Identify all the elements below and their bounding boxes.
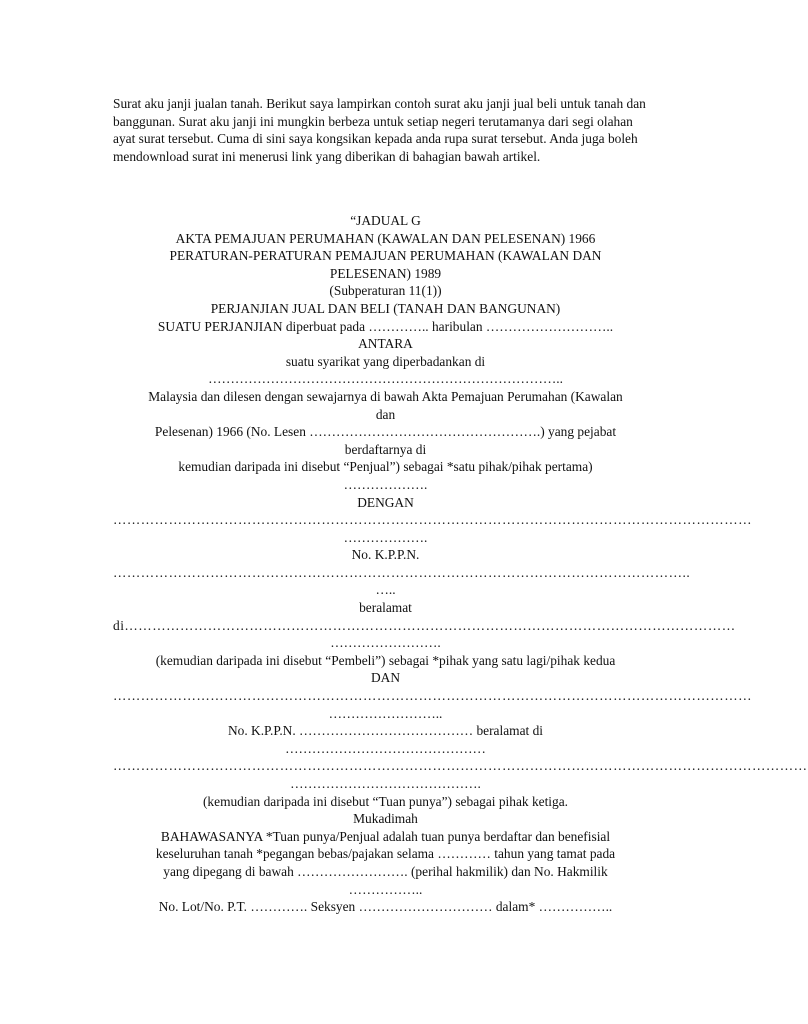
seller-blank: ………………. xyxy=(343,476,428,492)
preamble-heading: Mukadimah xyxy=(353,811,418,827)
owner-address-blank: …………………………………………………………………………………………………………………………………… xyxy=(113,758,808,774)
owner-address-blank-tail: ……………………………………. xyxy=(290,776,481,791)
owner-line: (kemudian daripada ini disebut “Tuan punya”) sebagai pihak ketiga. xyxy=(202,793,569,809)
buyer-name-blank-tail: ………………. xyxy=(343,529,428,545)
agreement-date-line: SUATU PERJANJIAN diperbuat pada ………….. haribulan ……………………….. xyxy=(157,318,614,334)
kppn-label: No. K.P.P.N. xyxy=(351,547,420,563)
and-label: DAN xyxy=(370,670,400,686)
whereas-line-4: …………….. xyxy=(348,881,423,897)
buyer-line: (kemudian daripada ini disebut “Pembeli”) sebagai *pihak yang satu lagi/pihak kedua xyxy=(155,652,616,668)
address-blank: di…………………………………………………………………………………………………………………… xyxy=(113,617,736,633)
whereas-line-3: yang dipegang di bawah ……………………. (perihal hakmilik) dan No. Hakmilik xyxy=(163,863,608,879)
whereas-line-1: BAHAWASANYA *Tuan punya/Penjual adalah tuan punya berdaftar dan benefisial xyxy=(160,828,611,844)
agreement-document xyxy=(113,212,808,916)
lot-line: No. Lot/No. P.T. …………. Seksyen ………………………… dalam* …………….. xyxy=(158,899,613,915)
regulations-heading-2: PELESENAN) 1989 xyxy=(329,265,442,281)
company-line: suatu syarikat yang diperbadankan di xyxy=(285,353,486,369)
owner-kppn-blank: ……………………………………… xyxy=(285,740,486,756)
whereas-line-2: keseluruhan tanah *pegangan bebas/pajakan selama ………… tahun yang tamat pada xyxy=(155,846,616,862)
schedule-heading: “JADUAL G xyxy=(350,213,421,228)
owner-name-blank-tail: …………………….. xyxy=(328,705,443,721)
owner-name-blank: ………………………………………………………………………………………………………………………… xyxy=(113,688,752,704)
buyer-name-blank: ………………………………………………………………………………………………………………………… xyxy=(113,512,752,528)
intro-paragraph xyxy=(113,95,658,165)
license-line-1: Pelesenan) 1966 (No. Lesen …………………………………………….) yang pejabat xyxy=(154,424,617,440)
regulations-heading-1: PERATURAN-PERATURAN PEMAJUAN PERUMAHAN (KAWALAN DAN xyxy=(169,248,602,264)
company-blank: …………………………………………………………………….. xyxy=(208,371,563,387)
kppn-blank: …………………………………………………………………………………………………………….. xyxy=(113,564,691,580)
agreement-title: PERJANJIAN JUAL DAN BELI (TANAH DAN BANGUNAN) xyxy=(210,300,561,316)
license-line-2: berdaftarnya di xyxy=(344,441,427,457)
licensed-line-1: Malaysia dan dilesen dengan sewajarnya di bawah Akta Pemajuan Perumahan (Kawalan xyxy=(148,388,623,404)
licensed-line-2: dan xyxy=(375,406,396,422)
between-label: ANTARA xyxy=(358,336,413,352)
seller-line: kemudian daripada ini disebut “Penjual”) sebagai *satu pihak/pihak pertama) xyxy=(178,459,593,475)
address-blank-tail: ……………………. xyxy=(330,635,441,651)
intro-text: Surat aku janji jualan tanah. Berikut saya lampirkan contoh surat aku janji jual beli untuk tanah dan banggunan. Surat aku janji ini mungkin berbeza untuk setiap negeri terutamanya dari segi olahan ayat surat tersebut. Cuma di sini saya kongsikan kepada anda rupa surat tersebut. Anda juga boleh mendownload surat ini menerusi link yang diberikan di bahagian bawah artikel. xyxy=(113,96,646,164)
address-label: beralamat xyxy=(359,600,412,616)
with-label: DENGAN xyxy=(357,494,414,510)
kppn-blank-tail: ….. xyxy=(375,582,396,598)
act-heading: AKTA PEMAJUAN PERUMAHAN (KAWALAN DAN PELESENAN) 1966 xyxy=(175,230,596,246)
owner-kppn-line: No. K.P.P.N. ………………………………… beralamat di xyxy=(227,723,544,739)
subregulation-heading: (Subperaturan 11(1)) xyxy=(329,283,442,299)
